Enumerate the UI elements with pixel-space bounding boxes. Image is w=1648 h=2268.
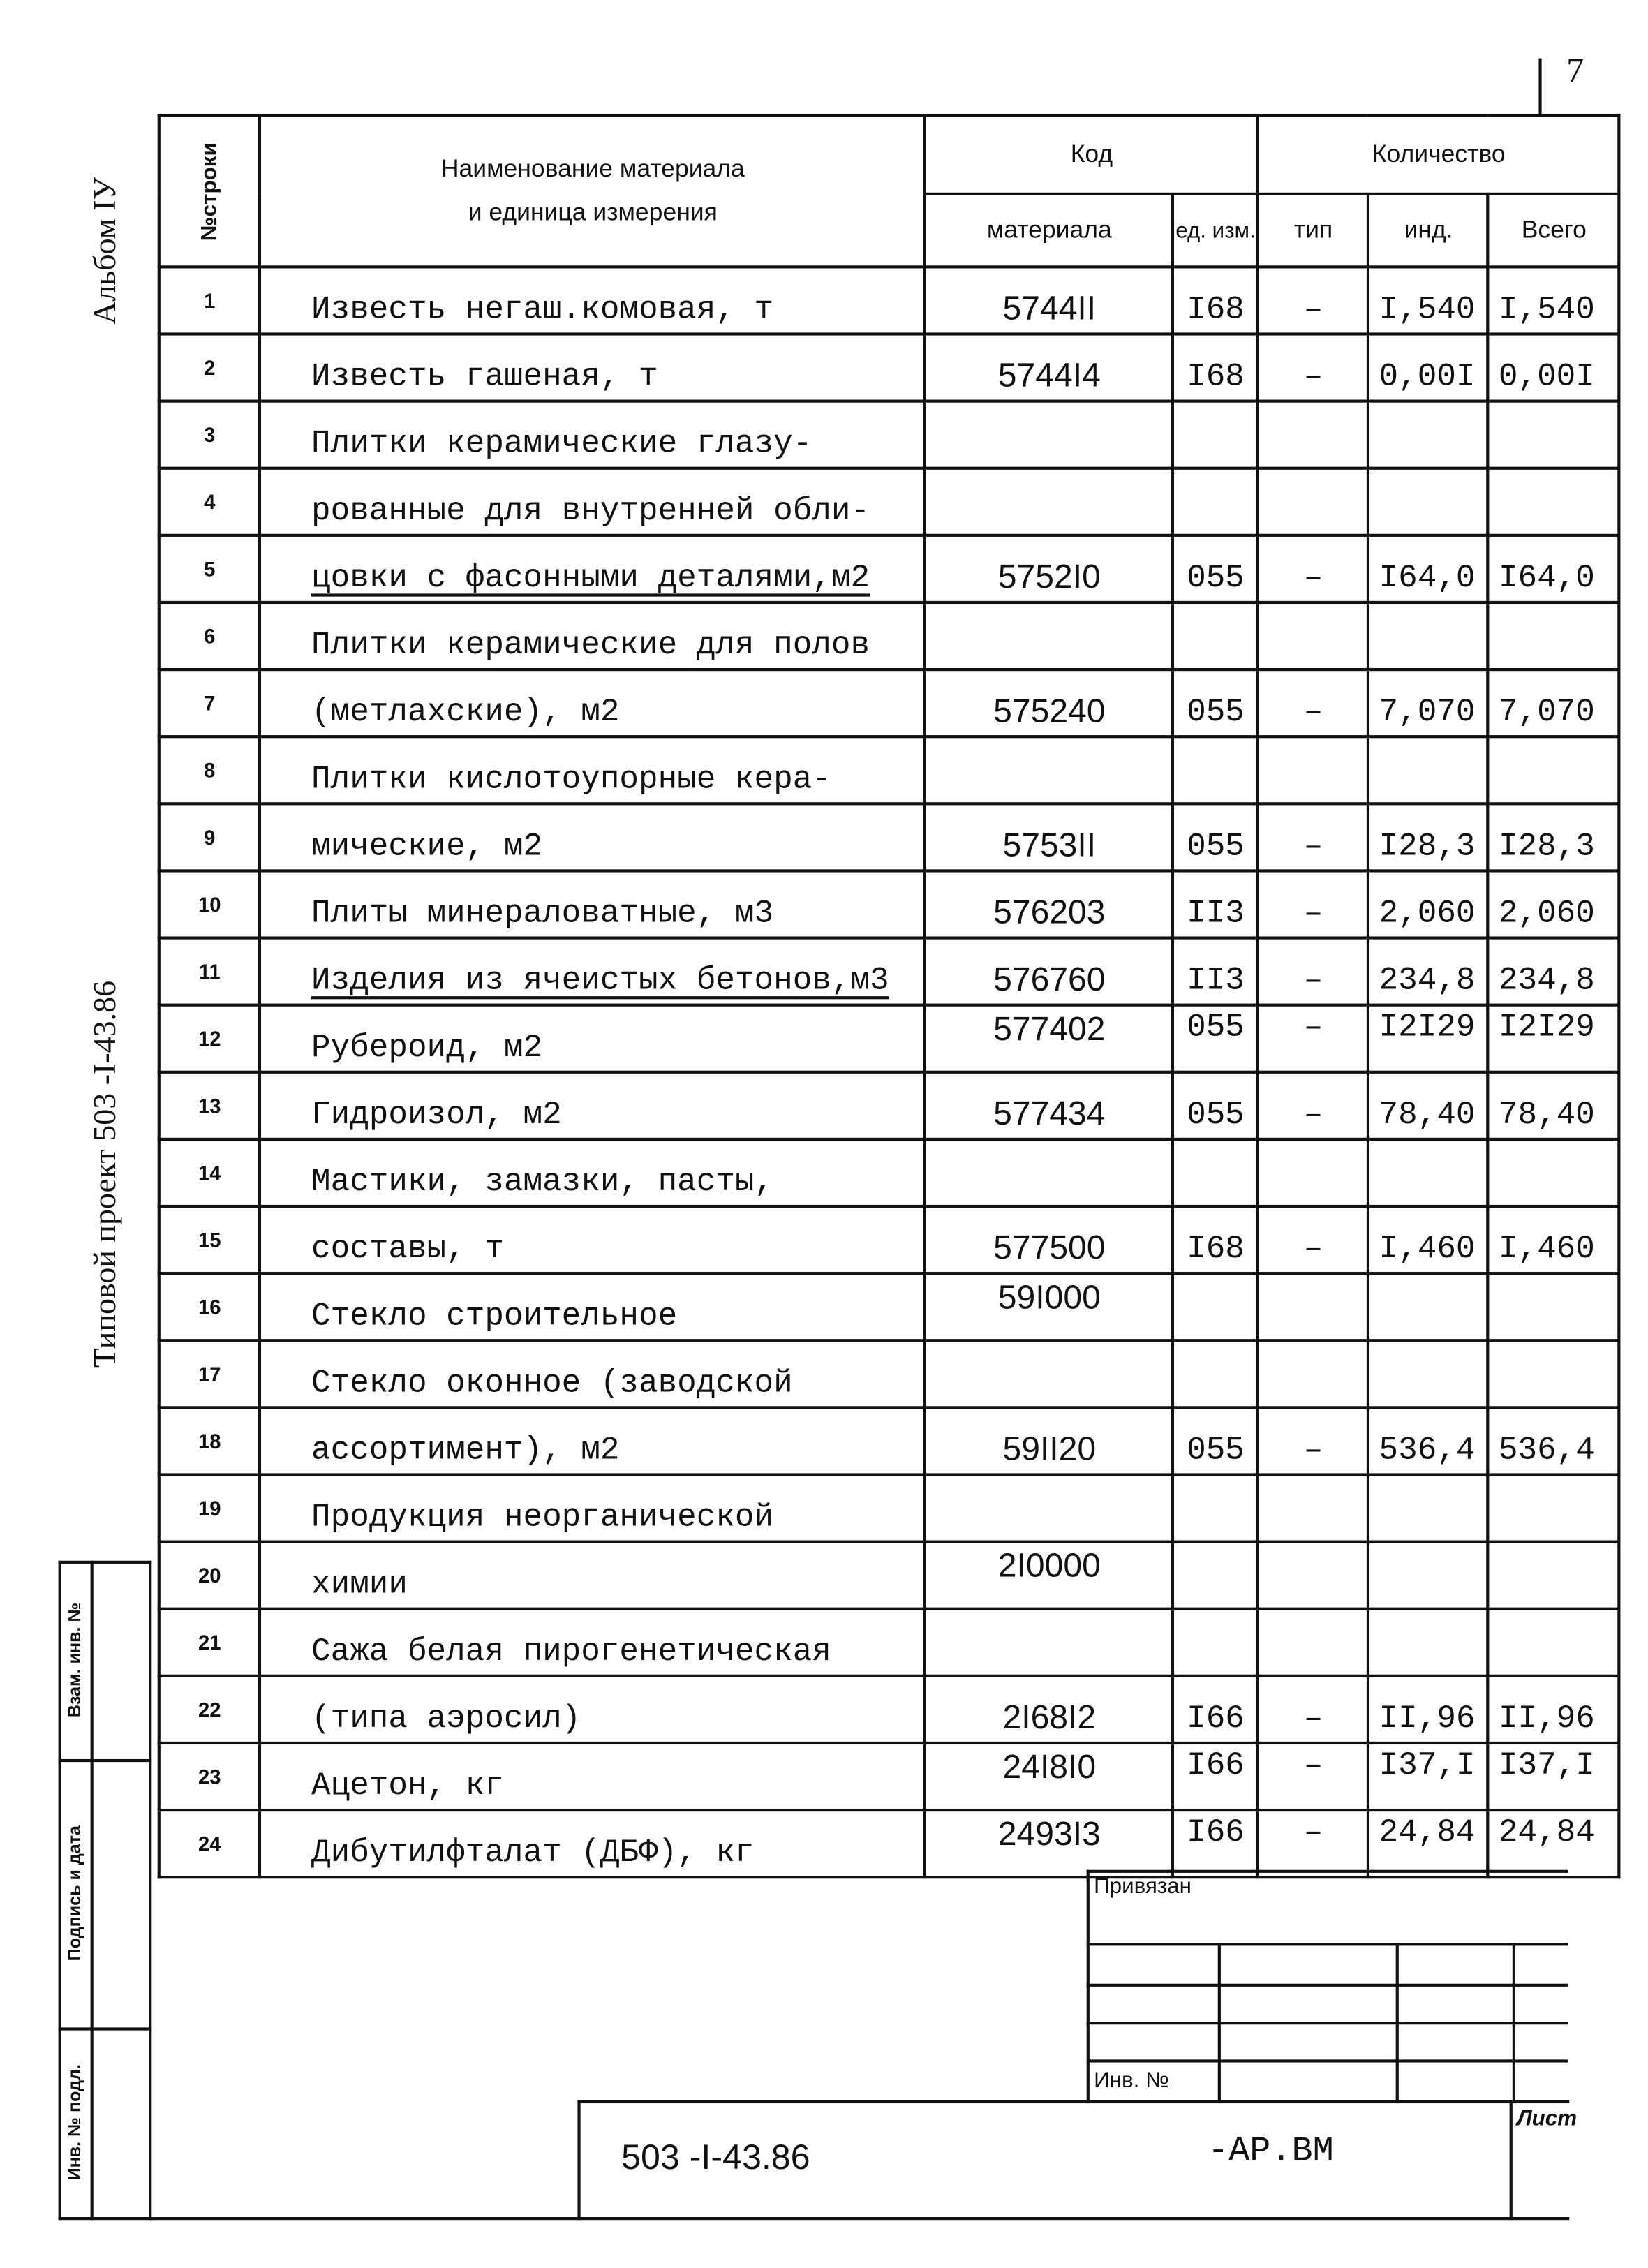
quantity-ind [1369, 602, 1488, 669]
quantity-type [1258, 602, 1369, 669]
sheet-label: Лист [1517, 2106, 1578, 2131]
stamp-line [1087, 1943, 1568, 1945]
quantity-total: I64,0 [1488, 535, 1619, 602]
quantity-type [1258, 1609, 1369, 1676]
table-row [159, 334, 1620, 401]
row-number: 16 [159, 1273, 260, 1340]
unit-code [1173, 468, 1258, 535]
quantity-type [1258, 468, 1369, 535]
header-code: Код [926, 115, 1258, 194]
quantity-ind: 24,84 [1369, 1810, 1488, 1877]
material-name: Плитки керамические для полов [260, 602, 926, 669]
album-label: Альбом IУ [86, 177, 123, 325]
table-row [159, 870, 1620, 937]
row-number: 8 [159, 736, 260, 803]
signature-date-label: Подпись и дата [64, 1825, 85, 1962]
document-designation: 503 -I-43.86 [621, 2138, 810, 2178]
side-stamp-border [149, 1561, 152, 2220]
material-name: химии [260, 1542, 926, 1609]
side-stamp-divider [59, 2217, 152, 2221]
row-number: 24 [159, 1810, 260, 1877]
quantity-ind [1369, 736, 1488, 803]
row-number: 19 [159, 1474, 260, 1541]
quantity-total: 78,40 [1488, 1072, 1619, 1139]
table-row [159, 1340, 1620, 1407]
side-stamp-divider [59, 1759, 152, 1763]
original-inv-label: Инв. № подл. [64, 2064, 85, 2181]
quantity-type [1258, 1273, 1369, 1340]
material-name: Плитки кислотоупорные кера- [260, 736, 926, 803]
table-row [159, 938, 1620, 1005]
quantity-type: – [1258, 1072, 1369, 1139]
quantity-ind [1369, 1340, 1488, 1407]
title-block-left [577, 2100, 581, 2220]
table-row [159, 1743, 1620, 1810]
row-number: 12 [159, 1005, 260, 1072]
quantity-ind: I,460 [1369, 1206, 1488, 1273]
quantity-type: – [1258, 669, 1369, 736]
title-block-top [577, 2100, 1569, 2104]
quantity-ind: 7,070 [1369, 669, 1488, 736]
quantity-type: – [1258, 1206, 1369, 1273]
unit-code [1173, 1609, 1258, 1676]
quantity-total: II,96 [1488, 1676, 1619, 1743]
replace-inv-label: Взам. инв. № [64, 1602, 85, 1718]
table-row [159, 1072, 1620, 1139]
unit-code: II3 [1173, 870, 1258, 937]
unit-code: I68 [1173, 267, 1258, 334]
quantity-ind: I28,3 [1369, 803, 1488, 870]
corner-mark: 7 [1566, 52, 1584, 91]
unit-code [1173, 1139, 1258, 1206]
table-row [159, 468, 1620, 535]
table-row [159, 1609, 1620, 1676]
unit-code: II3 [1173, 938, 1258, 1005]
header-material-name: Наименование материала и единица измерения [260, 115, 926, 267]
unit-code: 055 [1173, 669, 1258, 736]
unit-code [1173, 1542, 1258, 1609]
material-name: (типа аэросил) [260, 1676, 926, 1743]
stamp-line [1218, 1943, 1221, 2103]
quantity-total: 536,4 [1488, 1407, 1619, 1474]
quantity-ind [1369, 1609, 1488, 1676]
side-stamp-divider [59, 2027, 152, 2031]
row-number: 7 [159, 669, 260, 736]
material-code: 576203 [926, 870, 1173, 937]
quantity-ind [1369, 1474, 1488, 1541]
material-code: 5752I0 [926, 535, 1173, 602]
material-code: 577500 [926, 1206, 1173, 1273]
stamp-line [1087, 1984, 1568, 1987]
quantity-total: 2,060 [1488, 870, 1619, 937]
row-number: 17 [159, 1340, 260, 1407]
quantity-total [1488, 1542, 1619, 1609]
quantity-ind [1369, 1139, 1488, 1206]
table-row [159, 1474, 1620, 1541]
quantity-total: 234,8 [1488, 938, 1619, 1005]
stamp-line [1396, 1943, 1399, 2103]
quantity-total [1488, 736, 1619, 803]
row-number: 3 [159, 401, 260, 468]
quantity-total [1488, 602, 1619, 669]
quantity-total [1488, 1609, 1619, 1676]
row-number: 22 [159, 1676, 260, 1743]
row-number: 18 [159, 1407, 260, 1474]
quantity-type: – [1258, 938, 1369, 1005]
header-quantity: Количество [1258, 115, 1619, 194]
material-code [926, 1474, 1173, 1541]
quantity-ind: 536,4 [1369, 1407, 1488, 1474]
quantity-ind: I37,I [1369, 1743, 1488, 1810]
stamp-line [1087, 2059, 1568, 2062]
quantity-type [1258, 1340, 1369, 1407]
material-code [926, 1609, 1173, 1676]
inv-no-label: Инв. № [1094, 2068, 1169, 2093]
material-code: 2I68I2 [926, 1676, 1173, 1743]
quantity-ind: 78,40 [1369, 1072, 1488, 1139]
material-code [926, 736, 1173, 803]
table-row [159, 401, 1620, 468]
row-number: 23 [159, 1743, 260, 1810]
quantity-type [1258, 1474, 1369, 1541]
sheet-code: -АР.ВМ [1208, 2132, 1334, 2172]
quantity-total: I,540 [1488, 267, 1619, 334]
unit-code: I66 [1173, 1743, 1258, 1810]
table-row [159, 535, 1620, 602]
quantity-total [1488, 1139, 1619, 1206]
material-code: 577402 [926, 1005, 1173, 1072]
side-stamp-border [59, 1561, 62, 2220]
row-number: 2 [159, 334, 260, 401]
material-name: Рубероид, м2 [260, 1005, 926, 1072]
quantity-type: – [1258, 1005, 1369, 1072]
row-number: 21 [159, 1609, 260, 1676]
quantity-ind: I,540 [1369, 267, 1488, 334]
material-code [926, 602, 1173, 669]
side-stamp-divider [59, 1561, 152, 1564]
quantity-type: – [1258, 334, 1369, 401]
table-row [159, 669, 1620, 736]
material-code: 5744II [926, 267, 1173, 334]
material-code [926, 468, 1173, 535]
unit-code [1173, 1273, 1258, 1340]
header-q-type: тип [1258, 194, 1369, 267]
unit-code: 055 [1173, 535, 1258, 602]
quantity-ind: I64,0 [1369, 535, 1488, 602]
row-number: 9 [159, 803, 260, 870]
table-row [159, 1139, 1620, 1206]
quantity-type [1258, 736, 1369, 803]
quantity-ind [1369, 401, 1488, 468]
table-row [159, 803, 1620, 870]
material-name: Известь негаш.комовая, т [260, 267, 926, 334]
title-block-bottom [149, 2217, 1569, 2221]
material-code: 2I0000 [926, 1542, 1173, 1609]
quantity-type [1258, 401, 1369, 468]
material-name: Гидроизол, м2 [260, 1072, 926, 1139]
material-name: Плиты минераловатные, м3 [260, 870, 926, 937]
quantity-total [1488, 468, 1619, 535]
quantity-total [1488, 1340, 1619, 1407]
table-row [159, 1810, 1620, 1877]
table-row [159, 1206, 1620, 1273]
material-name: Изделия из ячеистых бетонов,м3 [260, 938, 926, 1005]
quantity-ind: 0,00I [1369, 334, 1488, 401]
material-code: 2493I3 [926, 1810, 1173, 1877]
header-code-material: материала [926, 194, 1173, 267]
quantity-total: 24,84 [1488, 1810, 1619, 1877]
quantity-type: – [1258, 1743, 1369, 1810]
material-code: 5744I4 [926, 334, 1173, 401]
material-code: 59I000 [926, 1273, 1173, 1340]
material-name: составы, т [260, 1206, 926, 1273]
table-row [159, 1542, 1620, 1609]
stamp-line [1087, 1870, 1568, 1874]
unit-code [1173, 736, 1258, 803]
row-number: 15 [159, 1206, 260, 1273]
material-name: Стекло оконное (заводской [260, 1340, 926, 1407]
quantity-total: I,460 [1488, 1206, 1619, 1273]
unit-code: 055 [1173, 1005, 1258, 1072]
quantity-type: – [1258, 870, 1369, 937]
row-number: 5 [159, 535, 260, 602]
unit-code [1173, 1474, 1258, 1541]
quantity-ind: 234,8 [1369, 938, 1488, 1005]
quantity-total: I28,3 [1488, 803, 1619, 870]
quantity-ind [1369, 468, 1488, 535]
row-number: 6 [159, 602, 260, 669]
material-name: рованные для внутренней обли- [260, 468, 926, 535]
material-name: (метлахские), м2 [260, 669, 926, 736]
quantity-type: – [1258, 1676, 1369, 1743]
material-name: Дибутилфталат (ДБФ), кг [260, 1810, 926, 1877]
quantity-total [1488, 1474, 1619, 1541]
material-name: мические, м2 [260, 803, 926, 870]
unit-code [1173, 602, 1258, 669]
project-label: Типовой проект 503 -I-43.86 [86, 980, 123, 1368]
table-row [159, 1273, 1620, 1340]
quantity-total: I37,I [1488, 1743, 1619, 1810]
material-code: 576760 [926, 938, 1173, 1005]
material-name: Сажа белая пирогенетическая [260, 1609, 926, 1676]
unit-code: I68 [1173, 1206, 1258, 1273]
quantity-total [1488, 1273, 1619, 1340]
quantity-ind: 2,060 [1369, 870, 1488, 937]
row-number: 10 [159, 870, 260, 937]
table-row [159, 267, 1620, 334]
material-name: Стекло строительное [260, 1273, 926, 1340]
unit-code: I68 [1173, 334, 1258, 401]
quantity-ind [1369, 1542, 1488, 1609]
material-name: ассортимент), м2 [260, 1407, 926, 1474]
linked-label: Привязан [1094, 1874, 1192, 1899]
unit-code [1173, 1340, 1258, 1407]
row-number: 1 [159, 267, 260, 334]
title-block-sheet-divider [1510, 2100, 1513, 2220]
quantity-ind [1369, 1273, 1488, 1340]
material-code: 577434 [926, 1072, 1173, 1139]
quantity-total [1488, 401, 1619, 468]
row-number: 4 [159, 468, 260, 535]
material-name: Продукция неорганической [260, 1474, 926, 1541]
material-code: 59II20 [926, 1407, 1173, 1474]
header-code-unit: ед. изм. [1173, 194, 1258, 267]
quantity-type: – [1258, 535, 1369, 602]
material-code [926, 1340, 1173, 1407]
table-row [159, 736, 1620, 803]
materials-table [158, 114, 1621, 1878]
unit-code: I66 [1173, 1676, 1258, 1743]
material-code [926, 1139, 1173, 1206]
unit-code [1173, 401, 1258, 468]
header-row-number: №строки [159, 115, 260, 267]
corner-tick [1538, 59, 1541, 117]
unit-code: I66 [1173, 1810, 1258, 1877]
stamp-line [1513, 1943, 1515, 2103]
quantity-total: I2I29 [1488, 1005, 1619, 1072]
material-code: 5753II [926, 803, 1173, 870]
material-code: 24I8I0 [926, 1743, 1173, 1810]
quantity-total: 7,070 [1488, 669, 1619, 736]
stamp-line [1087, 2022, 1568, 2024]
material-name: Плитки керамические глазу- [260, 401, 926, 468]
unit-code: 055 [1173, 803, 1258, 870]
table-row [159, 1005, 1620, 1072]
material-name: цовки с фасонными деталями,м2 [260, 535, 926, 602]
material-name: Мастики, замазки, пасты, [260, 1139, 926, 1206]
quantity-type: – [1258, 1810, 1369, 1877]
material-code: 575240 [926, 669, 1173, 736]
header-q-ind: инд. [1369, 194, 1488, 267]
quantity-type [1258, 1542, 1369, 1609]
unit-code: 055 [1173, 1072, 1258, 1139]
quantity-total: 0,00I [1488, 334, 1619, 401]
table-row [159, 602, 1620, 669]
quantity-type [1258, 1139, 1369, 1206]
table-row [159, 1676, 1620, 1743]
row-number: 11 [159, 938, 260, 1005]
material-name: Известь гашеная, т [260, 334, 926, 401]
quantity-type: – [1258, 1407, 1369, 1474]
quantity-ind: II,96 [1369, 1676, 1488, 1743]
row-number: 14 [159, 1139, 260, 1206]
quantity-ind: I2I29 [1369, 1005, 1488, 1072]
table-row [159, 1407, 1620, 1474]
unit-code: 055 [1173, 1407, 1258, 1474]
row-number: 13 [159, 1072, 260, 1139]
row-number: 20 [159, 1542, 260, 1609]
header-q-total: Всего [1488, 194, 1619, 267]
quantity-type: – [1258, 803, 1369, 870]
quantity-type: – [1258, 267, 1369, 334]
material-code [926, 401, 1173, 468]
side-stamp-inner [91, 1561, 94, 2220]
material-name: Ацетон, кг [260, 1743, 926, 1810]
